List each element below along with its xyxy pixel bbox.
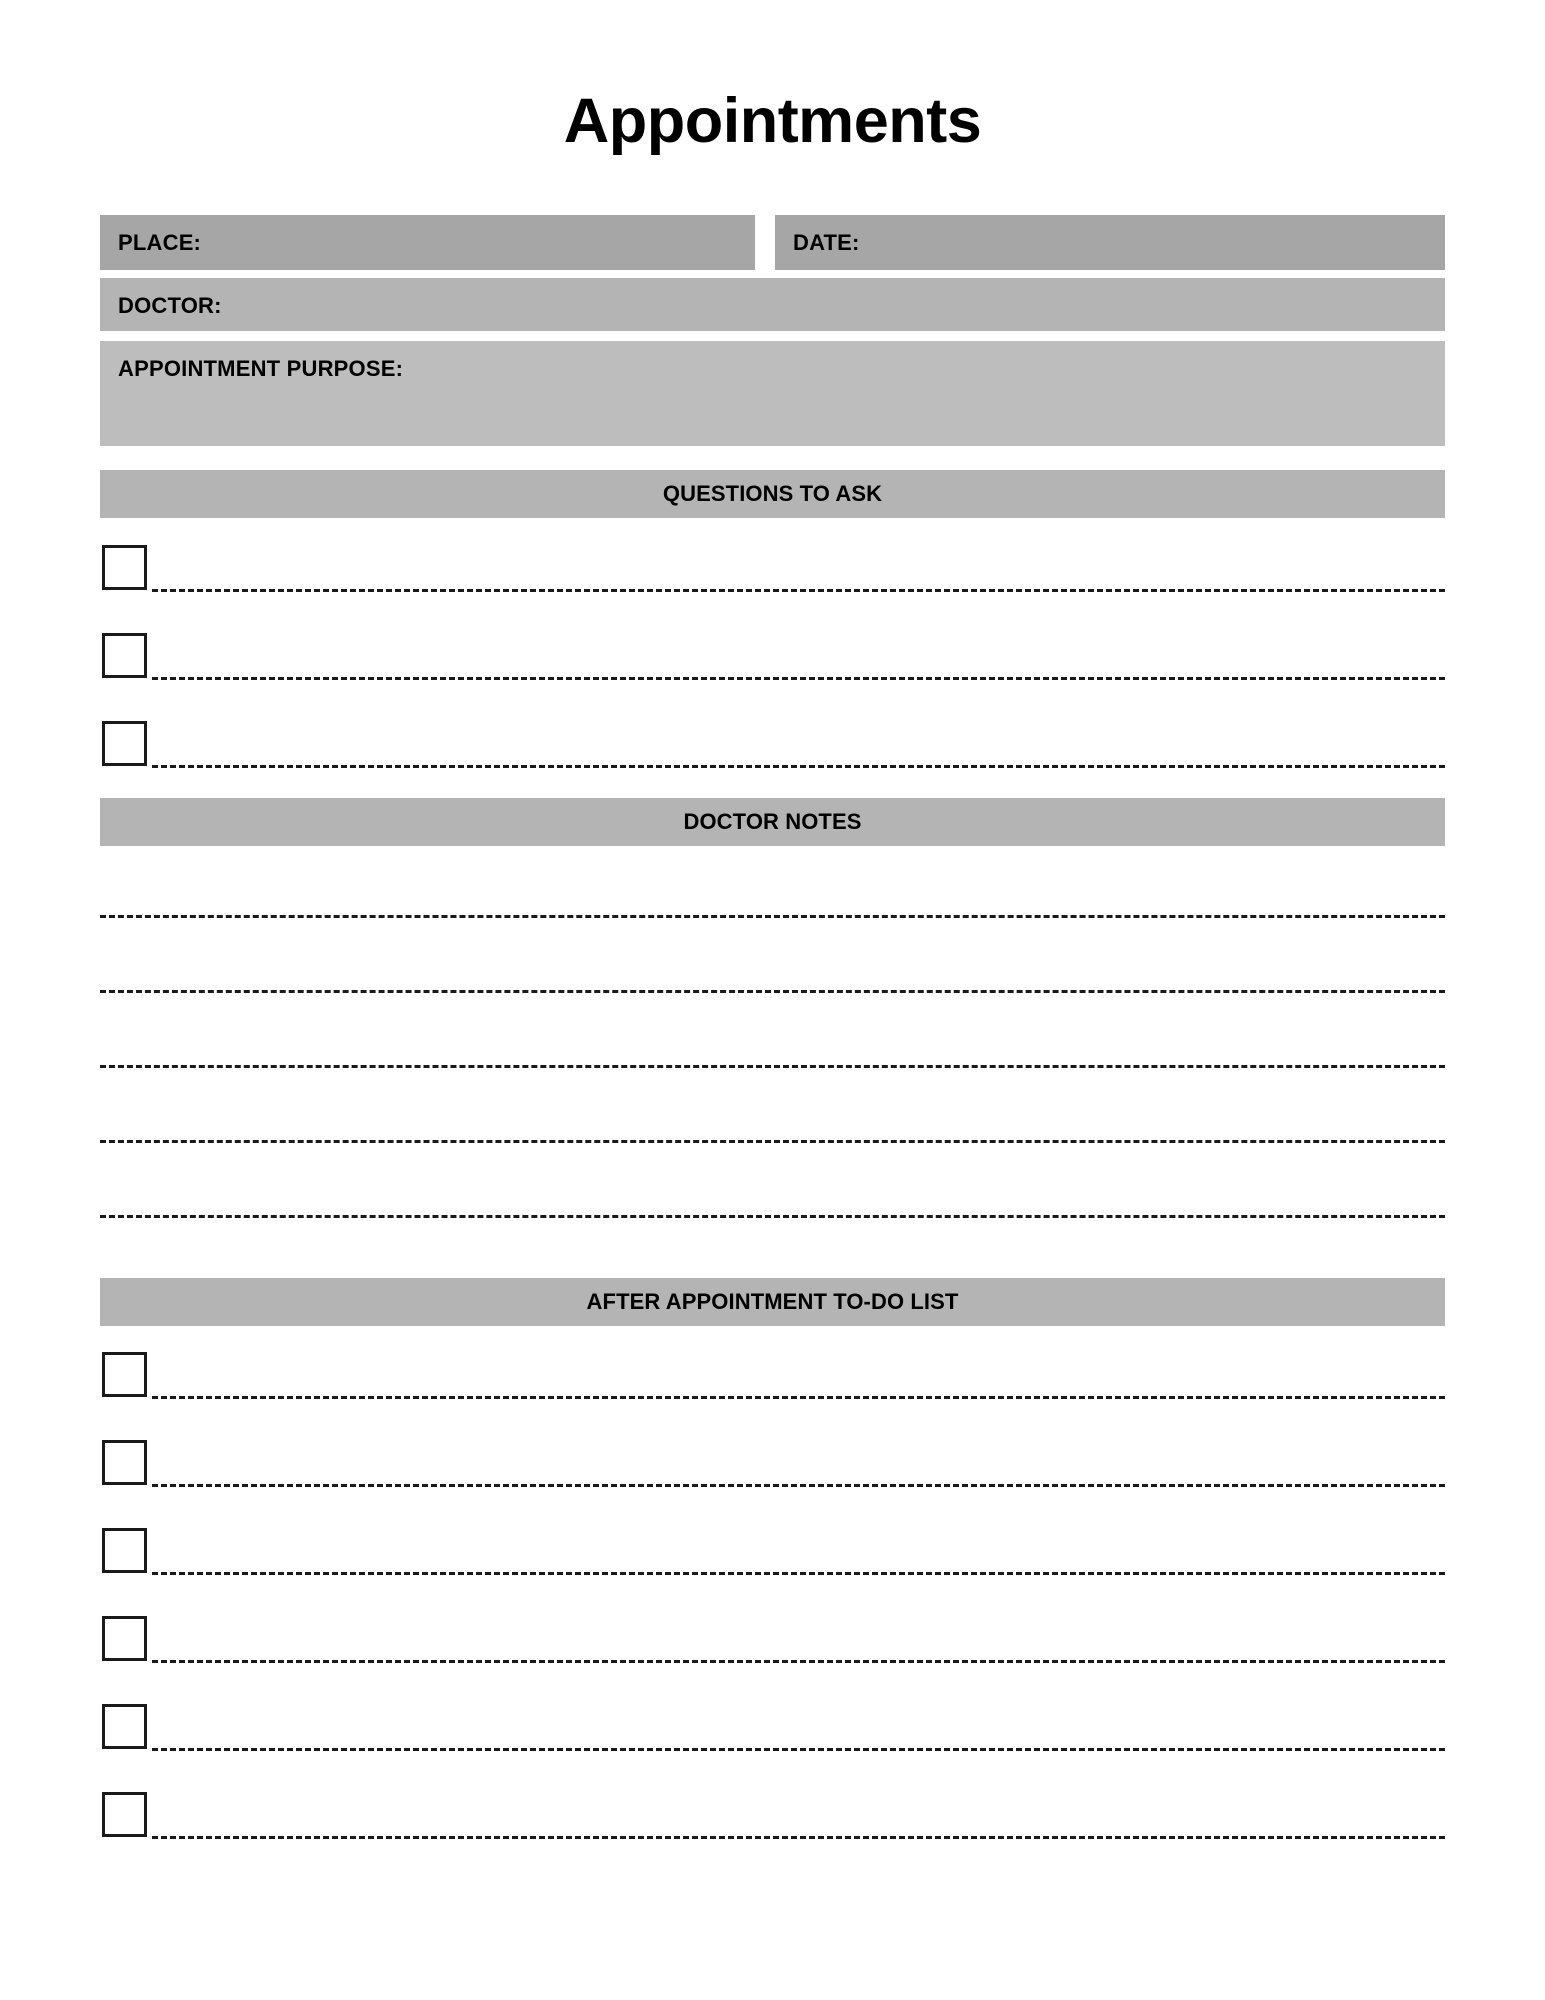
questions-item-row-1[interactable] bbox=[100, 545, 1445, 593]
field-place[interactable] bbox=[100, 215, 755, 270]
todo-item-row-2[interactable] bbox=[100, 1440, 1445, 1488]
checkbox-icon[interactable] bbox=[102, 633, 147, 678]
checkbox-icon[interactable] bbox=[102, 545, 147, 590]
page-title: Appointments bbox=[563, 86, 982, 156]
section-heading-questions-to-ask bbox=[100, 470, 1445, 518]
checkbox-icon[interactable] bbox=[102, 1704, 147, 1749]
field-appointment-purpose[interactable] bbox=[100, 341, 1445, 446]
field-doctor-label: DOCTOR: bbox=[118, 293, 222, 318]
write-line[interactable] bbox=[152, 1396, 1445, 1399]
checkbox-icon[interactable] bbox=[102, 721, 147, 766]
write-line[interactable] bbox=[152, 1660, 1445, 1663]
todo-item-row-1[interactable] bbox=[100, 1352, 1445, 1400]
checkbox-icon[interactable] bbox=[102, 1528, 147, 1573]
doctor-notes-line-1[interactable] bbox=[100, 915, 1445, 918]
write-line[interactable] bbox=[152, 589, 1445, 592]
todo-item-row-4[interactable] bbox=[100, 1616, 1445, 1664]
todo-item-row-3[interactable] bbox=[100, 1528, 1445, 1576]
field-doctor[interactable] bbox=[100, 278, 1445, 331]
section-heading-questions-to-ask-label: QUESTIONS TO ASK bbox=[662, 481, 883, 506]
write-line[interactable] bbox=[152, 1484, 1445, 1487]
section-heading-doctor-notes-label: DOCTOR NOTES bbox=[683, 809, 862, 834]
checkbox-icon[interactable] bbox=[102, 1440, 147, 1485]
write-line[interactable] bbox=[152, 1836, 1445, 1839]
todo-item-row-6[interactable] bbox=[100, 1792, 1445, 1840]
section-heading-after-appointment-todo-list-label: AFTER APPOINTMENT TO-DO LIST bbox=[586, 1289, 959, 1314]
section-heading-after-appointment-todo-list bbox=[100, 1278, 1445, 1326]
checkbox-icon[interactable] bbox=[102, 1352, 147, 1397]
section-heading-doctor-notes bbox=[100, 798, 1445, 846]
doctor-notes-line-3[interactable] bbox=[100, 1065, 1445, 1068]
doctor-notes-line-4[interactable] bbox=[100, 1140, 1445, 1143]
field-place-label: PLACE: bbox=[118, 230, 202, 255]
todo-item-row-5[interactable] bbox=[100, 1704, 1445, 1752]
doctor-notes-line-5[interactable] bbox=[100, 1215, 1445, 1218]
checkbox-icon[interactable] bbox=[102, 1616, 147, 1661]
write-line[interactable] bbox=[152, 1572, 1445, 1575]
checkbox-icon[interactable] bbox=[102, 1792, 147, 1837]
doctor-notes-line-2[interactable] bbox=[100, 990, 1445, 993]
write-line[interactable] bbox=[152, 1748, 1445, 1751]
questions-item-row-3[interactable] bbox=[100, 721, 1445, 769]
field-date-label: DATE: bbox=[793, 230, 860, 255]
field-appointment-purpose-label: APPOINTMENT PURPOSE: bbox=[118, 356, 404, 381]
field-date[interactable] bbox=[775, 215, 1445, 270]
questions-item-row-2[interactable] bbox=[100, 633, 1445, 681]
write-line[interactable] bbox=[152, 677, 1445, 680]
write-line[interactable] bbox=[152, 765, 1445, 768]
